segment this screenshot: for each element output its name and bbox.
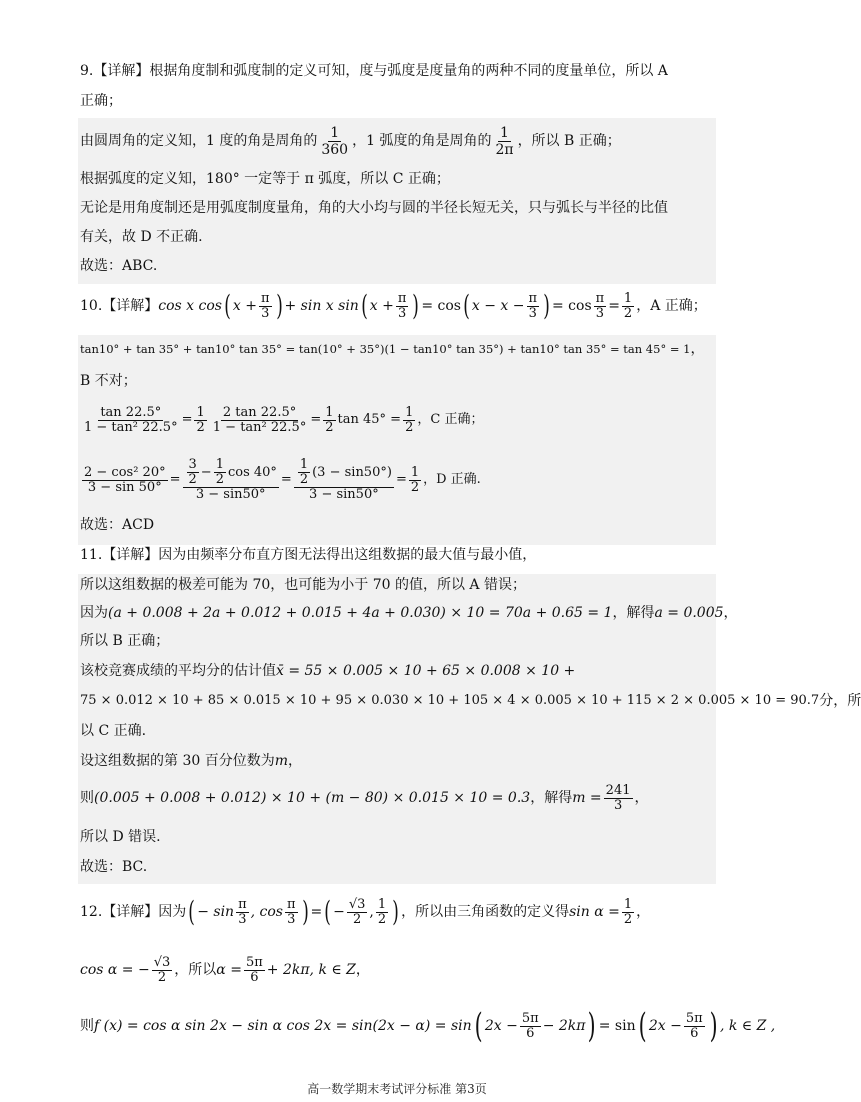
- text: 因为: [80, 605, 108, 621]
- math: m: [274, 753, 288, 769]
- fraction: [82, 466, 168, 495]
- q11-line-9: [80, 778, 649, 818]
- denominator: 3: [397, 305, 407, 321]
- denominator: 3 − sin50°: [195, 487, 266, 502]
- math: ,: [369, 904, 374, 920]
- fraction: [152, 956, 173, 985]
- math: x − x −: [471, 298, 525, 314]
- math: (0.005 + 0.008 + 0.012) × 10 + (m − 80) × 0.015 × 10 = 0.3: [94, 790, 531, 806]
- q9-line-1: [80, 62, 668, 80]
- denominator: 3: [261, 305, 270, 321]
- fraction: [82, 406, 180, 435]
- numerator: 241: [605, 782, 631, 798]
- q11-line-10: [80, 828, 161, 846]
- numerator: π: [528, 290, 538, 306]
- denominator: 6: [250, 969, 259, 985]
- numerator: [294, 458, 394, 488]
- denominator: 3: [287, 911, 296, 927]
- fraction: [409, 466, 421, 495]
- text: ，所以由三角函数的定义得: [401, 904, 570, 920]
- paren: ): [543, 289, 550, 322]
- math: tan 45° =: [337, 412, 402, 427]
- fraction: [622, 292, 634, 321]
- math: + 2kπ, k ∈ Z: [266, 962, 356, 978]
- text: 以 C 正确.: [80, 723, 147, 739]
- text: 所以这组数据的极差可能为 70，也可能为小于 70 的值，所以 A 错误；: [80, 577, 526, 593]
- fraction: [527, 292, 540, 321]
- numerator: 1: [623, 290, 633, 306]
- fraction: [347, 898, 368, 927]
- paren: (: [638, 1006, 647, 1046]
- fraction: [319, 125, 350, 158]
- q9-line-3: [80, 122, 621, 160]
- math: − sin: [197, 904, 235, 920]
- numerator: 1: [330, 124, 340, 141]
- numerator: 2 tan 22.5°: [222, 404, 297, 420]
- text: 故选：ABC.: [80, 258, 158, 274]
- denominator: 6: [690, 1025, 699, 1041]
- paren: (: [361, 289, 368, 322]
- denominator: 3 − sin 50°: [87, 479, 162, 495]
- denominator: 1 − tan² 22.5°: [84, 419, 178, 435]
- fraction: [493, 125, 515, 158]
- paren: (: [188, 895, 196, 928]
- denominator: 2π: [495, 141, 514, 158]
- paren: ): [392, 895, 399, 928]
- denominator: 3: [595, 305, 605, 321]
- numerator: 1: [215, 457, 224, 472]
- math: , k ∈ Z ,: [719, 1018, 776, 1034]
- text: 所以 D 错误.: [80, 829, 161, 845]
- numerator: 5π: [685, 1010, 703, 1026]
- page-footer: 高一数学期末考试评分标准 第3页: [307, 1082, 487, 1096]
- math: −: [200, 464, 212, 480]
- fraction: [298, 458, 310, 487]
- math: + sin x sin: [284, 298, 359, 314]
- fraction: [187, 458, 199, 487]
- text: ，: [355, 962, 370, 978]
- q10-line-2: [80, 340, 704, 358]
- math: =: [395, 472, 407, 487]
- math: =: [169, 472, 181, 487]
- numerator: 1: [623, 896, 633, 912]
- text: ，: [288, 753, 302, 769]
- numerator: π: [238, 896, 247, 912]
- denominator: 2: [299, 472, 309, 487]
- numerator: 3: [188, 457, 197, 472]
- math: =: [310, 412, 322, 427]
- paren: (: [224, 289, 231, 322]
- denominator: 2: [325, 419, 334, 435]
- text: 11.【详解】因为由频率分布直方图无法得出这组数据的最大值与最小值，: [80, 547, 537, 563]
- paren: (: [324, 895, 331, 928]
- numerator: 1: [196, 404, 205, 420]
- fraction: [183, 458, 279, 502]
- math: − 2kπ: [542, 1018, 586, 1034]
- text: ，1 弧度的角是周角的: [352, 133, 492, 149]
- fraction: [594, 292, 607, 321]
- math: 75 × 0.012 × 10 + 85 × 0.015 × 10 + 95 × 0.030 × 10 + 105 × 4 × 0.005 × 10 + 115 × 2 × 0.005 × 10 = 90.7: [80, 693, 820, 708]
- denominator: 3: [238, 911, 247, 927]
- denominator: 3: [528, 305, 537, 321]
- paren: ): [275, 289, 283, 322]
- text: 根据弧度的定义知，180° 一定等于 π 弧度，所以 C 正确；: [80, 171, 450, 187]
- text: 分，所: [819, 693, 861, 709]
- math: tan10° + tan 35° + tan10° tan 35° = tan(10° + 35°)(1 − tan10° tan 35°) + tan10° tan 35° = tan 45° = 1: [80, 342, 691, 356]
- math: =: [181, 412, 193, 427]
- math: =: [608, 298, 620, 314]
- text: 9.【详解】根据角度制和弧度制的定义可知，度与弧度是度量角的两种不同的度量单位，所以 A: [80, 63, 668, 79]
- denominator: 2: [188, 472, 197, 487]
- numerator: 1: [299, 457, 309, 472]
- paren: ): [709, 1006, 718, 1046]
- q9-line-4: [80, 170, 450, 188]
- math: = cos: [421, 298, 461, 314]
- denominator: 2: [623, 911, 633, 927]
- text: 则: [80, 790, 94, 806]
- q11-answer: [80, 858, 147, 876]
- math: 2x −: [648, 1018, 682, 1034]
- math: sin α =: [569, 904, 620, 920]
- fraction: [294, 458, 394, 502]
- q10-line-4: [80, 400, 483, 440]
- q10-line-3: [80, 372, 137, 390]
- q11-line-7: [80, 722, 146, 740]
- fraction: [244, 956, 265, 985]
- fraction: [403, 406, 415, 435]
- math: x +: [369, 298, 394, 314]
- denominator: 3: [613, 797, 623, 813]
- math: cos 40°: [227, 464, 277, 480]
- q9-answer: [80, 257, 157, 275]
- q10-line-5: [80, 456, 481, 504]
- q11-line-1: [80, 546, 536, 564]
- fraction: [376, 898, 388, 927]
- math: =: [280, 472, 292, 487]
- text: ，解得: [612, 605, 655, 621]
- text: 无论是用角度制还是用弧度制度量角，角的大小均与圆的半径长短无关，只与弧长与半径的比值: [80, 200, 668, 216]
- text: ，: [634, 790, 649, 806]
- numerator: tan 22.5°: [100, 404, 162, 420]
- q11-line-6: [80, 692, 861, 710]
- numerator: π: [286, 896, 296, 912]
- text: 正确；: [80, 93, 122, 109]
- numerator: π: [595, 290, 605, 306]
- paren: ): [412, 289, 420, 322]
- numerator: 5π: [245, 954, 263, 970]
- q10-line-1: [80, 286, 707, 326]
- denominator: 1 − tan² 22.5°: [212, 419, 307, 435]
- numerator: √3: [153, 954, 171, 970]
- text: 所以 B 正确；: [80, 633, 170, 649]
- math: =: [310, 904, 323, 920]
- math: x +: [232, 298, 257, 314]
- text: ，: [690, 341, 705, 357]
- q12-line-2: [80, 948, 370, 992]
- text: ，D 正确.: [423, 472, 481, 487]
- text: 设这组数据的第 30 百分位数为: [80, 753, 275, 769]
- numerator: 1: [500, 124, 509, 141]
- math: , cos: [250, 904, 283, 920]
- numerator: 1: [405, 404, 414, 420]
- numerator: 1: [410, 464, 420, 480]
- text: 有关，故 D 不正确.: [80, 229, 203, 245]
- text: 12.【详解】因为: [80, 904, 187, 920]
- q11-line-3: [80, 604, 738, 622]
- paren: ): [301, 895, 309, 928]
- fraction: [214, 458, 226, 487]
- fraction: [622, 898, 634, 927]
- numerator: [183, 458, 279, 488]
- math: f (x) = cos α sin 2x − sin α cos 2x = sin(2x − α) = sin: [94, 1018, 472, 1034]
- math: m =: [572, 790, 602, 806]
- math: 2x −: [484, 1018, 518, 1034]
- math: cos x cos: [158, 298, 222, 314]
- math: cos α = −: [80, 962, 150, 978]
- q9-line-5: [80, 199, 668, 217]
- fraction: [604, 784, 633, 813]
- fraction: [396, 292, 409, 321]
- numerator: 5π: [521, 1010, 539, 1026]
- fraction: [259, 292, 272, 321]
- denominator: 2: [157, 969, 167, 985]
- denominator: 2: [215, 472, 224, 487]
- highlight-band: [78, 335, 716, 545]
- math: = sin: [598, 1018, 636, 1034]
- math: −: [333, 904, 345, 920]
- text: ，所以: [174, 962, 217, 978]
- q12-line-3: [80, 1002, 775, 1050]
- numerator: π: [261, 290, 270, 306]
- q11-line-8: [80, 752, 302, 770]
- q9-line-2: [80, 92, 122, 110]
- denominator: 2: [353, 911, 362, 927]
- math: x̄ = 55 × 0.005 × 10 + 65 × 0.008 × 10 +: [276, 663, 576, 679]
- text: 故选：BC.: [80, 859, 148, 875]
- math: a = 0.005: [654, 605, 724, 621]
- text: 则: [80, 1018, 94, 1034]
- numerator: π: [397, 290, 407, 306]
- q11-line-4: [80, 632, 169, 650]
- fraction: [211, 406, 309, 435]
- numerator: 1: [325, 404, 334, 420]
- fraction: [236, 898, 249, 927]
- fraction: [194, 406, 206, 435]
- math: = cos: [552, 298, 592, 314]
- q10-answer: [80, 516, 154, 534]
- q12-line-1: [80, 890, 650, 934]
- fraction: [684, 1012, 705, 1041]
- text: ，: [636, 904, 651, 920]
- denominator: 2: [410, 479, 420, 495]
- text: ，: [723, 605, 738, 621]
- text: 该校竞赛成绩的平均分的估计值: [80, 663, 276, 679]
- math: (a + 0.008 + 2a + 0.012 + 0.015 + 4a + 0.030) × 10 = 70a + 0.65 = 1: [108, 605, 613, 621]
- fraction: [323, 406, 335, 435]
- math: α =: [216, 962, 242, 978]
- denominator: 2: [405, 419, 414, 435]
- numerator: √3: [348, 896, 366, 912]
- denominator: 6: [526, 1025, 535, 1041]
- text: ，解得: [530, 790, 573, 806]
- q11-line-5: [80, 662, 575, 680]
- text: 由圆周角的定义知，1 度的角是周角的: [80, 133, 318, 149]
- fraction: [520, 1012, 541, 1041]
- denominator: 2: [196, 419, 205, 435]
- q11-line-2: [80, 576, 526, 594]
- denominator: 3 − sin50°: [309, 487, 379, 502]
- paren: ): [588, 1006, 597, 1046]
- text: 10.【详解】: [80, 298, 159, 314]
- text: ，A 正确；: [636, 298, 707, 314]
- paren: (: [474, 1006, 483, 1046]
- fraction: [285, 898, 298, 927]
- math: (3 − sin50°): [312, 464, 392, 480]
- text: 故选：ACD: [80, 517, 155, 533]
- denominator: 2: [377, 911, 387, 927]
- denominator: 360: [321, 141, 349, 158]
- text: B 不对；: [80, 373, 137, 389]
- text: ，C 正确；: [417, 412, 484, 427]
- paren: (: [463, 289, 470, 322]
- text: ，所以 B 正确；: [517, 133, 621, 149]
- denominator: 2: [623, 305, 633, 321]
- q9-line-6: [80, 228, 203, 246]
- numerator: 2 − cos² 20°: [84, 464, 166, 480]
- numerator: 1: [377, 896, 387, 912]
